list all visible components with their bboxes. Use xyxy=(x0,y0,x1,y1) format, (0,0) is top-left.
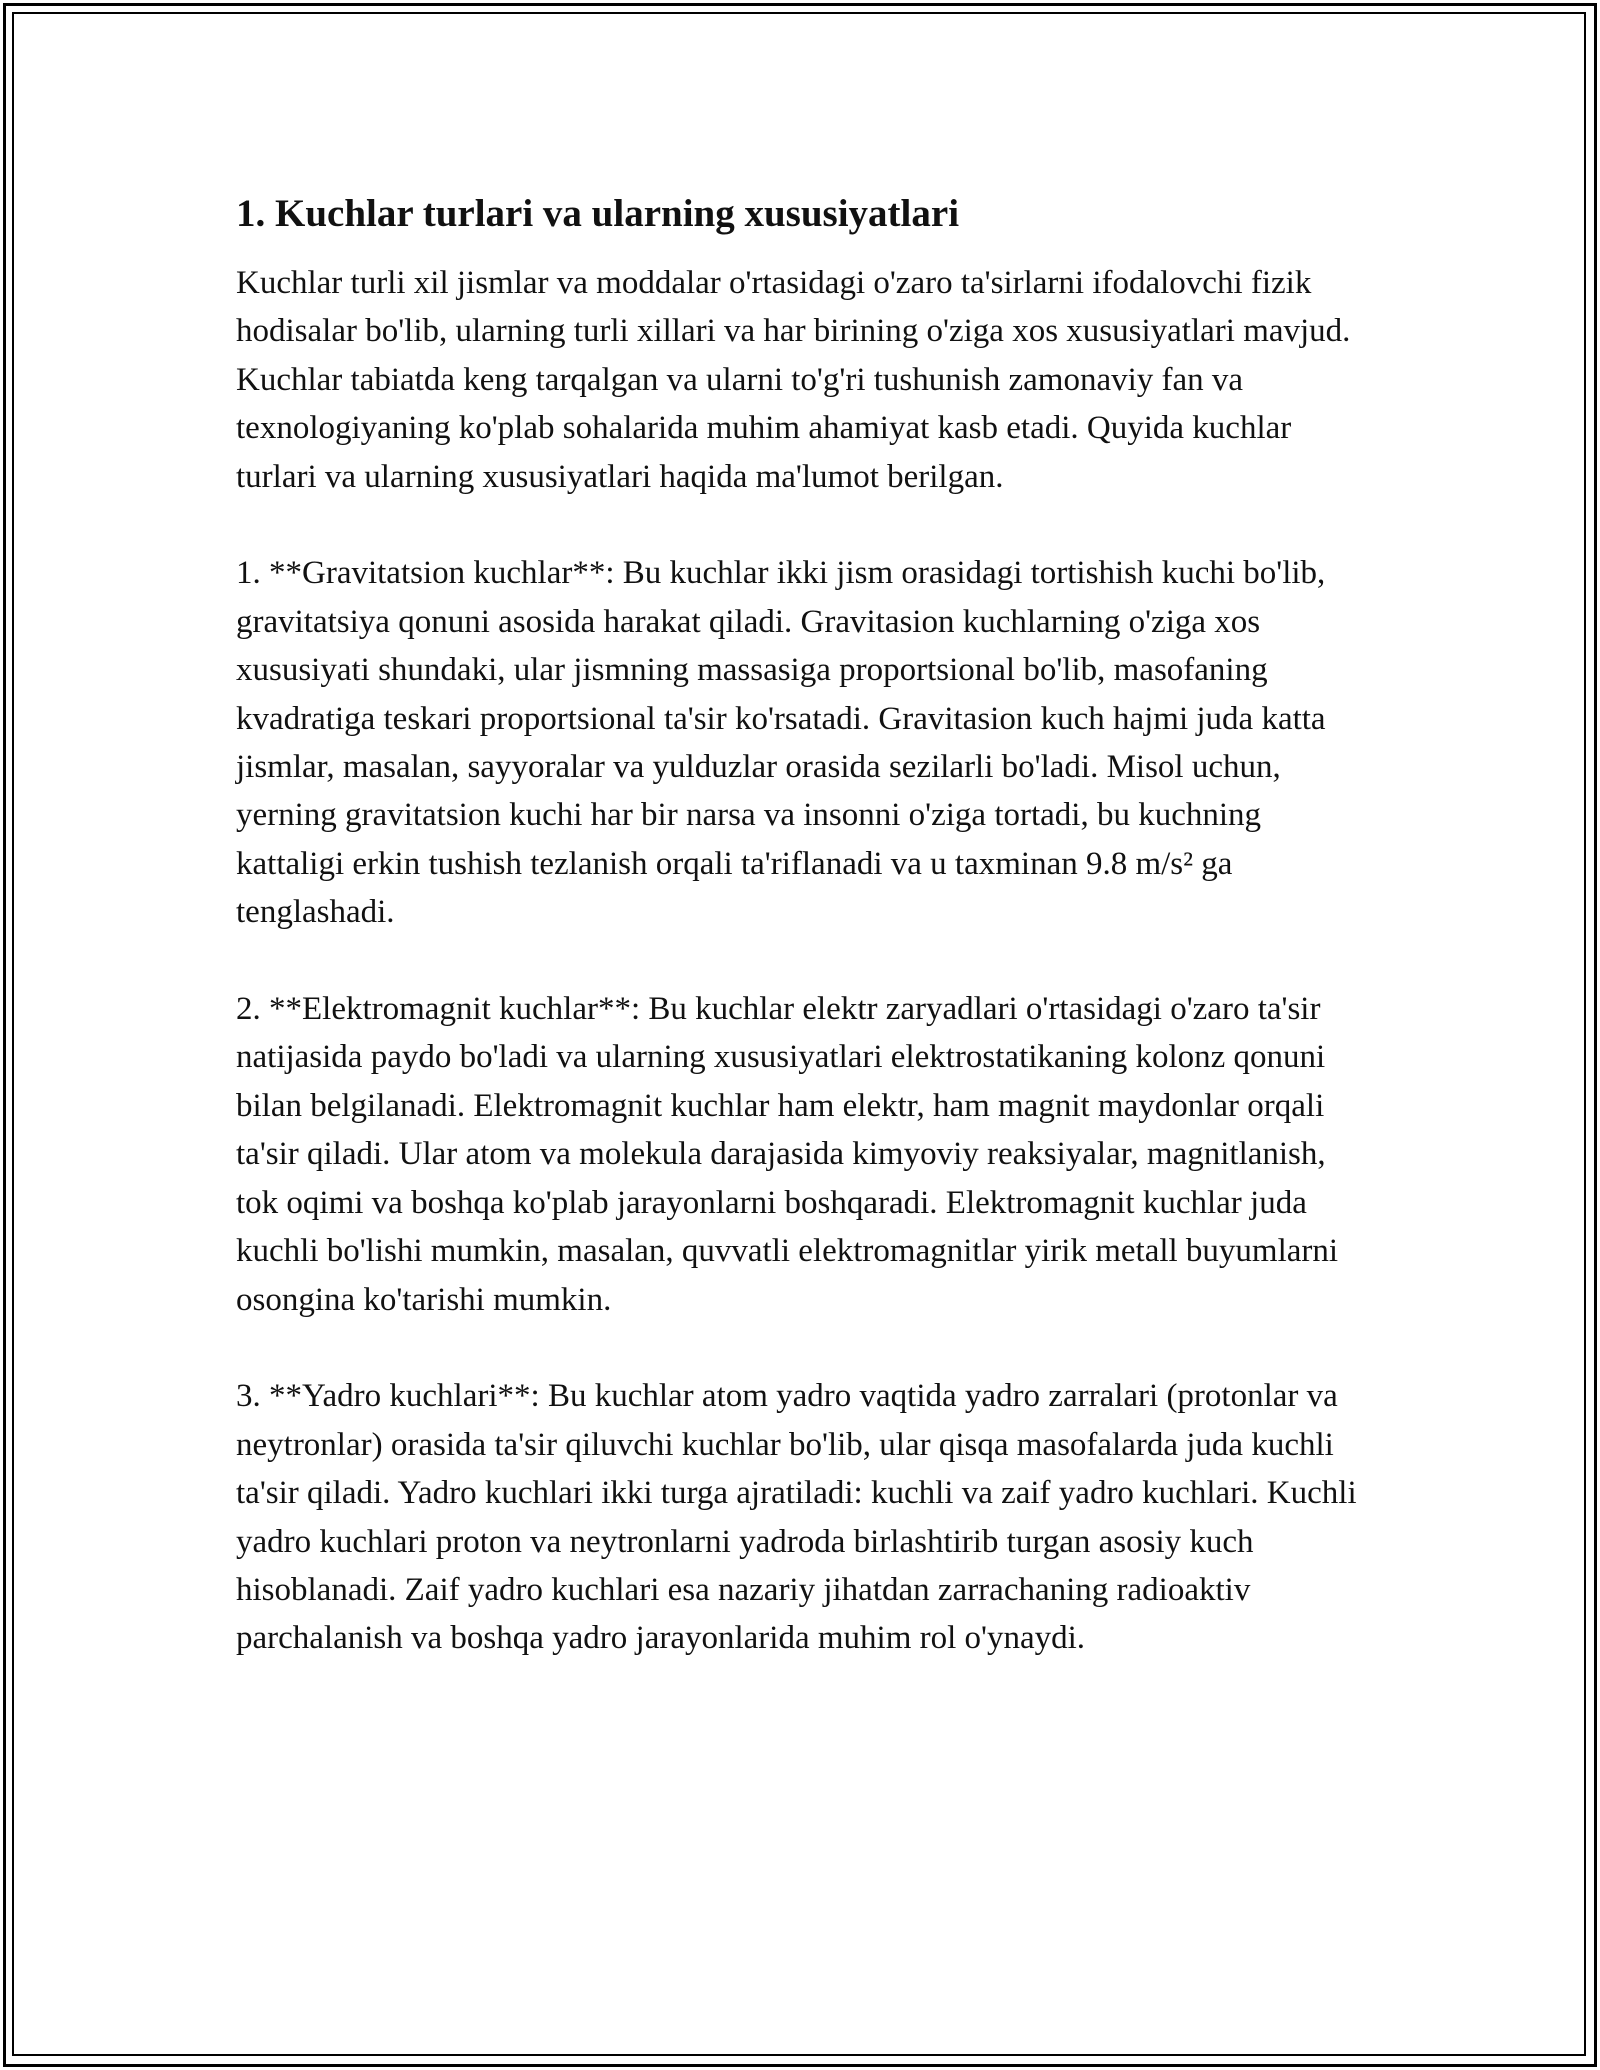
document-body xyxy=(236,186,1366,1663)
nuclear-forces-paragraph: 3. **Yadro kuchlari**: Bu kuchlar atom yadro vaqtida yadro zarralari (protonlar va neytronlar) orasida ta'sir qiluvchi kuchlar bo'lib, ular qisqa masofalarda juda kuchli ta'sir qiladi. Yadro kuchlari ikki turga ajratiladi: kuchli va zaif yadro kuchlari. Kuchli yadro kuchlari proton va neytronlarni yadroda birlashtirib turgan asosiy kuch hisoblanadi. Zaif yadro kuchlari esa nazariy jihatdan zarrachaning radioaktiv parchalanish va boshqa yadro jarayonlarida muhim rol o'ynaydi. xyxy=(236,1378,1357,1657)
section-heading: 1. Kuchlar turlari va ularning xususiyatlari xyxy=(236,192,960,235)
intro-paragraph: Kuchlar turli xil jismlar va moddalar o'rtasidagi o'zaro ta'sirlarni ifodalovchi fizik hodisalar bo'lib, ularning turli xillari va har birining o'ziga xos xususiyatlari mavjud. Kuchlar tabiatda keng tarqalgan va ularni to'g'ri tushunish zamonaviy fan va texnologiyaning ko'plab sohalarida muhim ahamiyat kasb etadi. Quyida kuchlar turlari va ularning xususiyatlari haqida ma'lumot berilgan. xyxy=(236,265,1351,495)
gravitational-forces-paragraph: 1. **Gravitatsion kuchlar**: Bu kuchlar ikki jism orasidagi tortishish kuchi bo'lib, gravitatsiya qonuni asosida harakat qiladi. Gravitasion kuchlarning o'ziga xos xususiyati shundaki, ular jismning massasiga proportsional bo'lib, masofaning kvadratiga teskari proportsional ta'sir ko'rsatadi. Gravitasion kuch hajmi juda katta jismlar, masalan, sayyoralar va yulduzlar orasida sezilarli bo'ladi. Misol uchun, yerning gravitatsion kuchi har bir narsa va insonni o'ziga tortadi, bu kuchning kattaligi erkin tushish tezlanish orqali ta'riflanadi va u taxminan 9.8 m/s² ga tenglashadi. xyxy=(236,555,1326,931)
electromagnetic-forces-paragraph: 2. **Elektromagnit kuchlar**: Bu kuchlar elektr zaryadlari o'rtasidagi o'zaro ta'sir natijasida paydo bo'ladi va ularning xususiyatlari elektrostatikaning kolonz qonuni bilan belgilanadi. Elektromagnit kuchlar ham elektr, ham magnit maydonlar orqali ta'sir qiladi. Ular atom va molekula darajasida kimyoviy reaksiyalar, magnitlanish, tok oqimi va boshqa ko'plab jarayonlarni boshqaradi. Elektromagnit kuchlar juda kuchli bo'lishi mumkin, masalan, quvvatli elektromagnitlar yirik metall buyumlarni osongina ko'tarishi mumkin. xyxy=(236,991,1339,1318)
